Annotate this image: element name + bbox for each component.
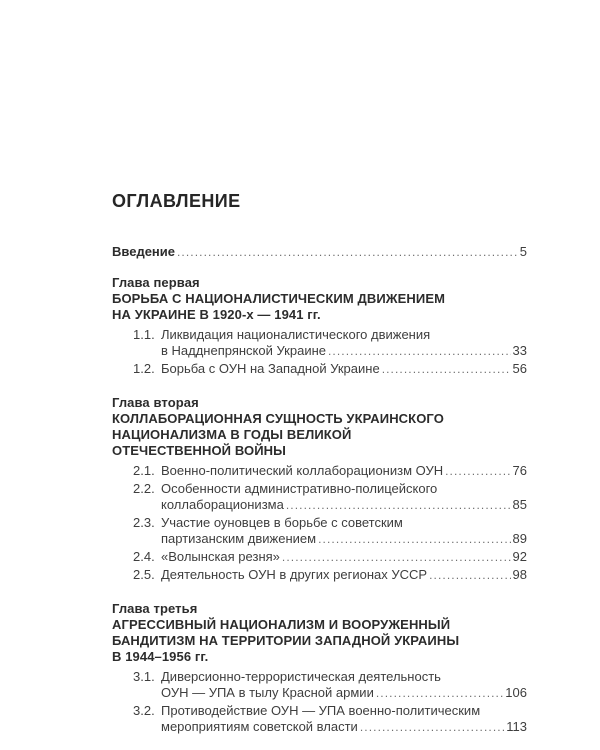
dot-leader bbox=[429, 567, 510, 583]
item-text: Противодействие ОУН — УПА военно-политическим bbox=[161, 703, 481, 718]
item-text: в Надднепрянской Украине bbox=[161, 343, 326, 358]
item-number: 3.1. bbox=[133, 669, 155, 684]
item-number: 2.2. bbox=[133, 481, 155, 496]
page-number: 92 bbox=[512, 549, 527, 564]
item-text: партизанским движением bbox=[161, 531, 317, 546]
toc-item-1-2 bbox=[112, 361, 527, 377]
item-number: 2.1. bbox=[133, 463, 155, 478]
page-number: 85 bbox=[512, 497, 527, 512]
item-body bbox=[161, 463, 527, 479]
item-last-line bbox=[161, 567, 527, 583]
toc-chapter-1 bbox=[112, 275, 527, 377]
item-number: 1.2. bbox=[133, 361, 155, 376]
dot-leader bbox=[282, 549, 511, 565]
chapter-label: Глава вторая bbox=[112, 395, 199, 410]
dot-leader bbox=[360, 719, 504, 735]
chapter-title-line: АГРЕССИВНЫЙ НАЦИОНАЛИЗМ И ВООРУЖЕННЫЙ bbox=[112, 617, 451, 632]
item-text: «Волынская резня» bbox=[161, 549, 280, 564]
chapter-title-line: ОТЕЧЕСТВЕННОЙ ВОЙНЫ bbox=[112, 443, 286, 458]
page-number: 113 bbox=[506, 719, 527, 734]
item-number: 3.2. bbox=[133, 703, 155, 718]
item-text: Деятельность ОУН в других регионах УССР bbox=[161, 567, 428, 582]
chapter-title-line: НАЦИОНАЛИЗМА В ГОДЫ ВЕЛИКОЙ bbox=[112, 427, 352, 442]
page-number: 106 bbox=[505, 685, 527, 700]
toc-item-3-1 bbox=[112, 669, 527, 701]
item-last-line bbox=[161, 719, 527, 735]
dot-leader bbox=[382, 361, 511, 377]
item-text: мероприятиям советской власти bbox=[161, 719, 358, 734]
item-body bbox=[161, 481, 527, 513]
toc-item-2-1 bbox=[112, 463, 527, 479]
item-last-line bbox=[161, 549, 527, 565]
page-number: 98 bbox=[512, 567, 527, 582]
toc-item-2-4 bbox=[112, 549, 527, 565]
page-number: 56 bbox=[512, 361, 527, 376]
page-title: ОГЛАВЛЕНИЕ bbox=[112, 191, 241, 211]
chapter-title-line: В 1944–1956 гг. bbox=[112, 649, 209, 664]
toc-item-2-2 bbox=[112, 481, 527, 513]
item-number: 2.5. bbox=[133, 567, 155, 582]
dot-leader bbox=[328, 343, 511, 359]
toc-content bbox=[112, 191, 527, 735]
item-body bbox=[161, 515, 527, 547]
page-number: 33 bbox=[512, 343, 527, 358]
item-text: Ликвидация националистического движения bbox=[161, 327, 431, 342]
chapter-title-line: НА УКРАИНЕ В 1920-х — 1941 гг. bbox=[112, 307, 321, 322]
toc-chapter-3 bbox=[112, 601, 527, 735]
item-number: 2.4. bbox=[133, 549, 155, 564]
toc-chapter-2 bbox=[112, 395, 527, 583]
dot-leader bbox=[376, 685, 503, 701]
chapter-title-line: КОЛЛАБОРАЦИОННАЯ СУЩНОСТЬ УКРАИНСКОГО bbox=[112, 411, 444, 426]
chapter-label: Глава первая bbox=[112, 275, 200, 290]
dot-leader bbox=[177, 244, 518, 259]
chapter-items bbox=[112, 327, 527, 377]
item-text: коллаборационизма bbox=[161, 497, 284, 512]
item-text: Военно-политический коллаборационизм ОУН bbox=[161, 463, 444, 478]
item-text: Особенности административно-полицейского bbox=[161, 481, 438, 496]
chapter-items bbox=[112, 463, 527, 583]
item-body bbox=[161, 567, 527, 583]
chapter-label: Глава третья bbox=[112, 601, 198, 616]
item-body bbox=[161, 327, 527, 359]
toc-entry-label: Введение bbox=[112, 244, 175, 259]
item-text: ОУН — УПА в тылу Красной армии bbox=[161, 685, 374, 700]
chapter-title-line: БОРЬБА С НАЦИОНАЛИСТИЧЕСКИМ ДВИЖЕНИЕМ bbox=[112, 291, 446, 306]
item-body bbox=[161, 361, 527, 377]
toc-item-3-2 bbox=[112, 703, 527, 735]
item-last-line bbox=[161, 497, 527, 513]
page-number: 76 bbox=[512, 463, 527, 478]
dot-leader bbox=[286, 497, 511, 513]
toc-item-2-3 bbox=[112, 515, 527, 547]
item-body bbox=[161, 669, 527, 701]
item-last-line bbox=[161, 531, 527, 547]
item-last-line bbox=[161, 343, 527, 359]
item-last-line bbox=[161, 361, 527, 377]
toc-item-2-5 bbox=[112, 567, 527, 583]
item-body bbox=[161, 703, 527, 735]
page-number: 5 bbox=[519, 244, 527, 259]
item-text: Участие оуновцев в борьбе с советским bbox=[161, 515, 403, 530]
chapter-title-line: БАНДИТИЗМ НА ТЕРРИТОРИИ ЗАПАДНОЙ УКРАИНЫ bbox=[112, 633, 460, 648]
item-body bbox=[161, 549, 527, 565]
item-last-line bbox=[161, 463, 527, 479]
item-last-line bbox=[161, 685, 527, 701]
dot-leader bbox=[318, 531, 510, 547]
toc-item-1-1 bbox=[112, 327, 527, 359]
item-text: Диверсионно-террористическая деятельность bbox=[161, 669, 441, 684]
dot-leader bbox=[445, 463, 510, 479]
item-number: 1.1. bbox=[133, 327, 155, 342]
item-number: 2.3. bbox=[133, 515, 155, 530]
chapter-items bbox=[112, 669, 527, 735]
toc-entry-introduction bbox=[112, 244, 527, 260]
item-text: Борьба с ОУН на Западной Украине bbox=[161, 361, 380, 376]
page-number: 89 bbox=[512, 531, 527, 546]
